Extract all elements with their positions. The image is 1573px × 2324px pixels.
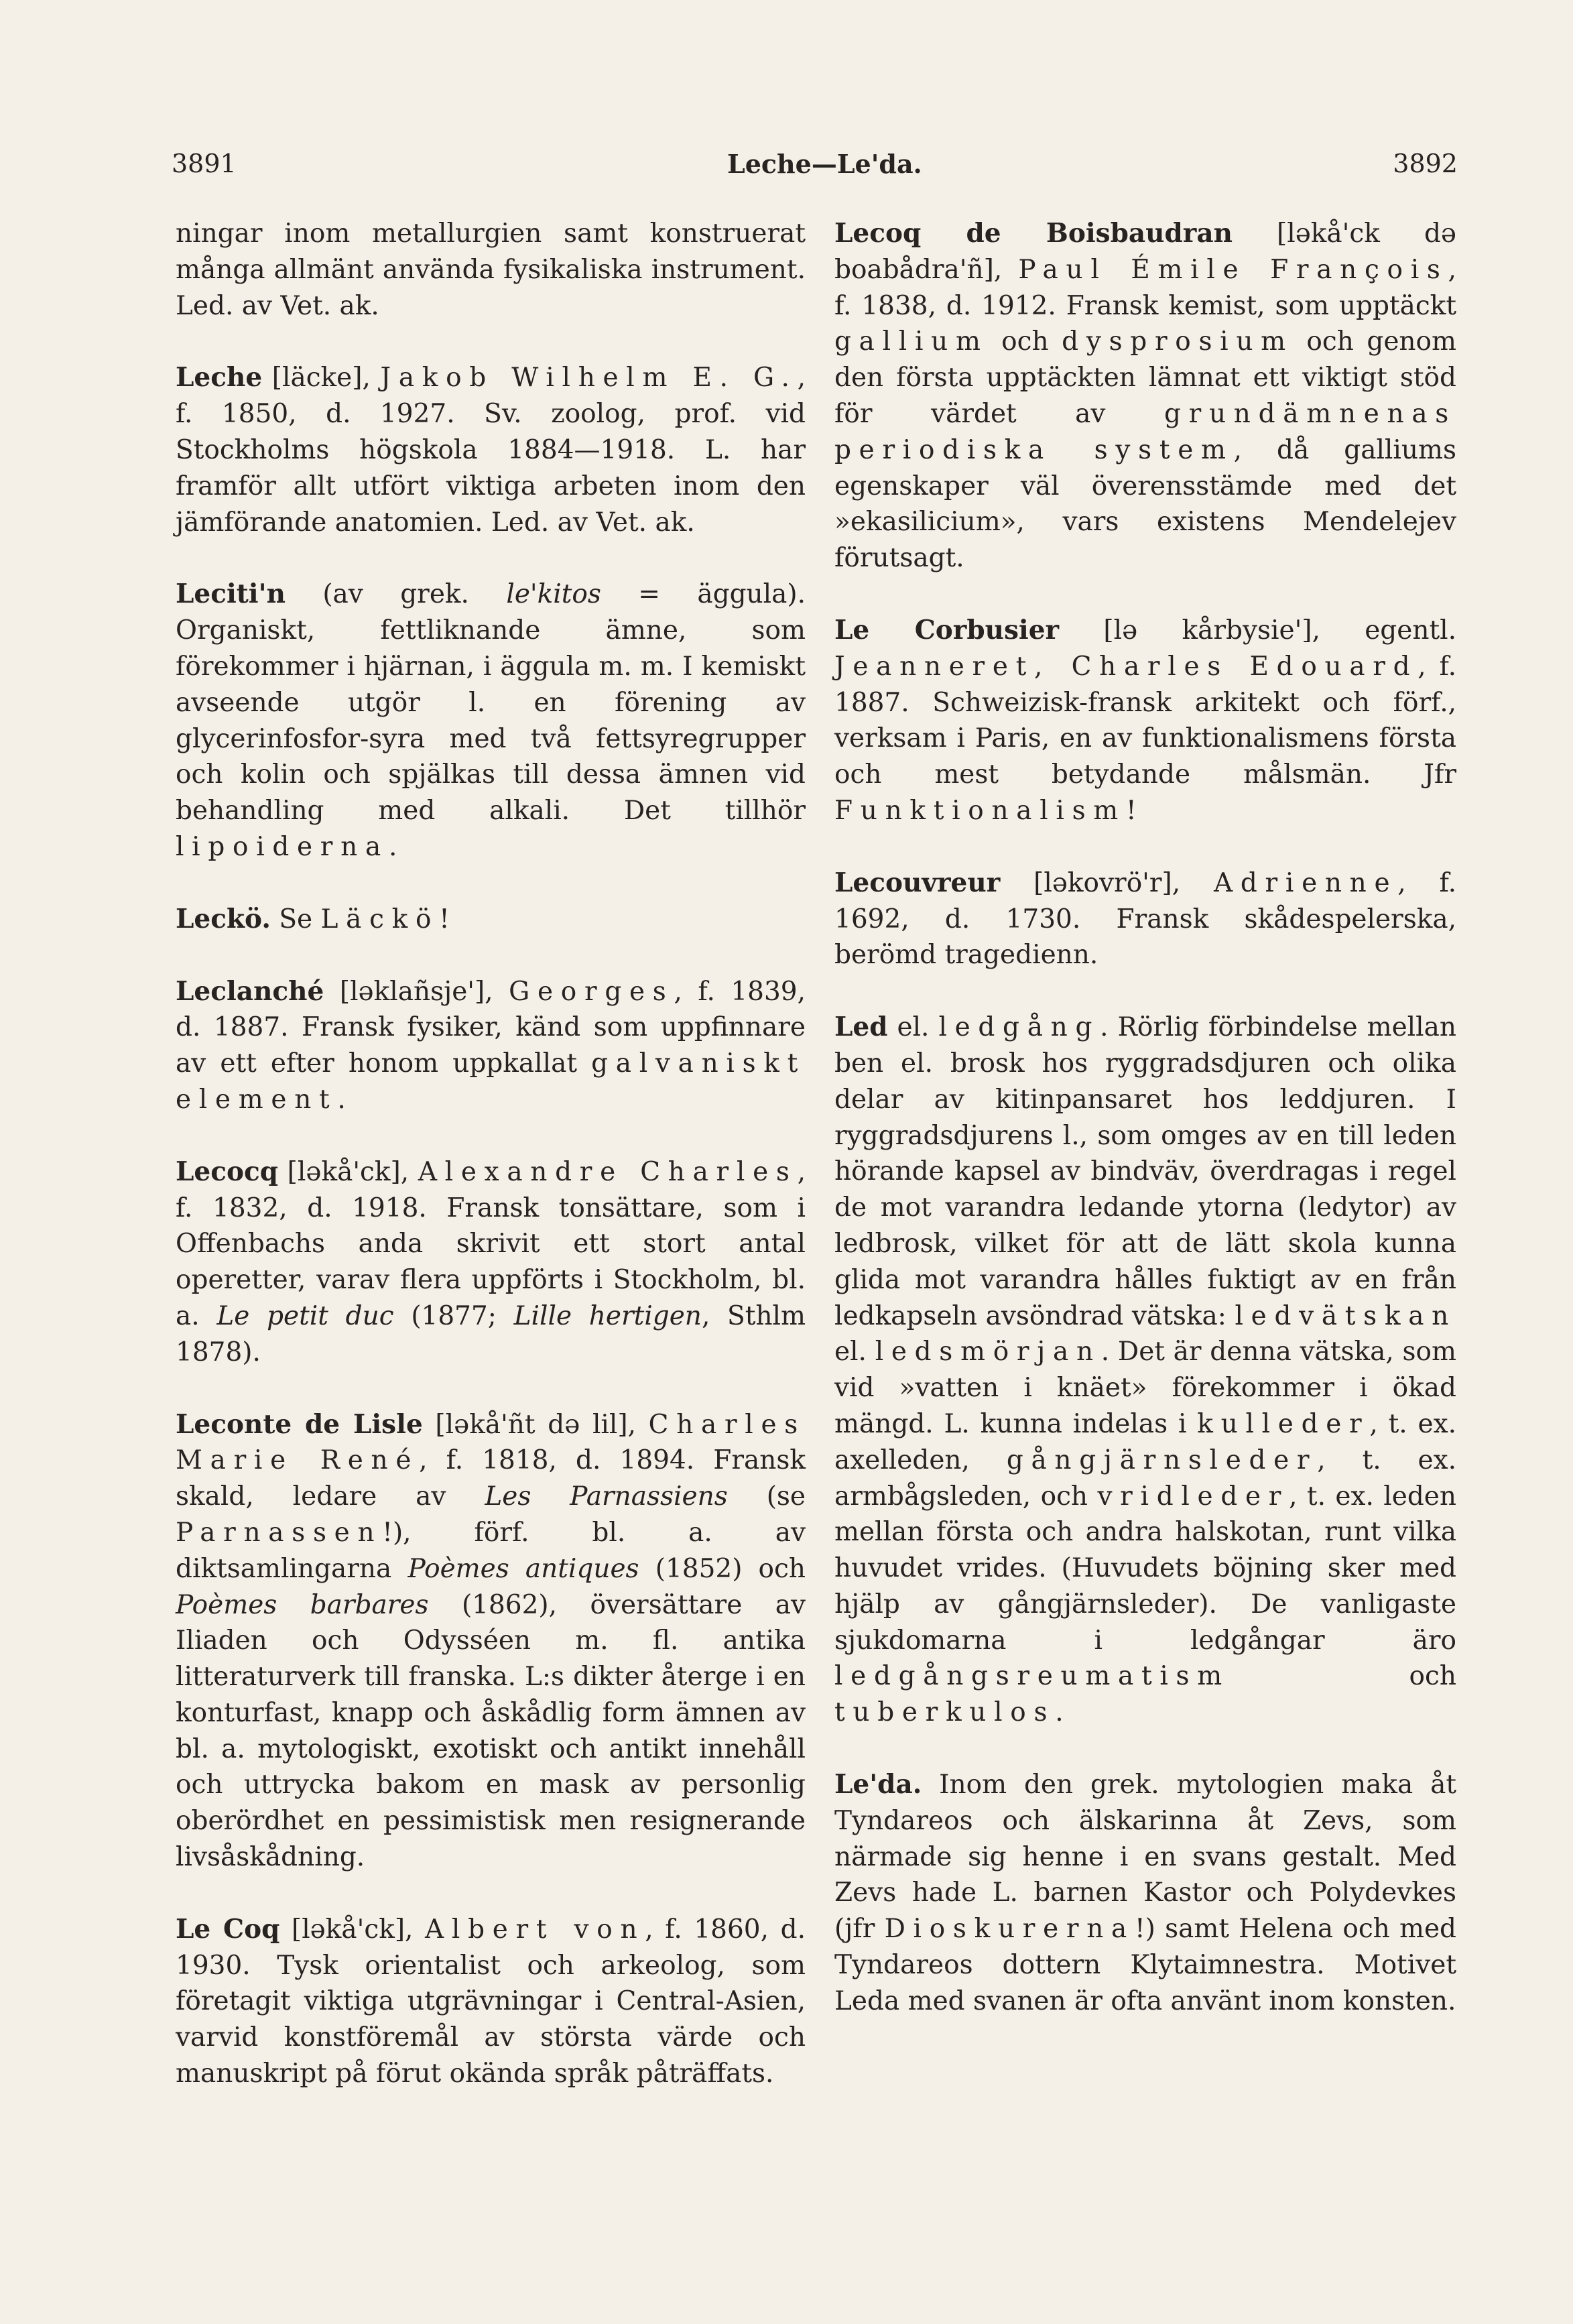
spaced-term: Jakob Wilhelm E. G. (380, 363, 798, 393)
entry-text: Inom den grek. mytologien maka åt Tyndareos och älskarinna åt Zevs, som närmade sig henne i en svans gestalt. Med Zevs hade L. barnen Kastor och Polydevkes (jfr (834, 1770, 1456, 1945)
entry-text: , t. ex. armbågsleden, och (834, 1445, 1457, 1512)
right-column (834, 216, 1456, 2056)
entry-text: (1862), översättare av Iliaden och Odysséen m. fl. antika litteraturverk till franska. L:s dikter återge i en konturfast, knapp och åskådlig form ämnen av bl. a. mytologiskt, exotiskt och antikt innehåll och uttrycka bakom en mask av personlig oberördhet en pessimistisk men resignerande livsåskådning. (176, 1589, 806, 1873)
entry-text: , Sthlm 1878). (176, 1300, 806, 1367)
spaced-term: tuberkulos (834, 1697, 1056, 1728)
spaced-term: ledgång (938, 1012, 1100, 1043)
entry-headword: Leckö. (176, 903, 271, 934)
spaced-term: Alexandre Charles (418, 1156, 798, 1187)
entry-text: , då galliums egenskaper väl överensstämde med det »ekasilicium», vars existens Mendelejev förutsagt. (834, 434, 1456, 574)
entry-text: , f. 1832, d. 1918. Fransk tonsättare, som i Offenbachs anda skrivit ett stort antal operetter, varav flera uppförts i Stockholm, bl. a. (176, 1156, 806, 1331)
article-entry (834, 865, 1456, 973)
entry-text: och (1229, 1661, 1456, 1692)
spaced-term: gallium (834, 326, 989, 357)
article-entry (176, 902, 806, 938)
entry-text: , f. 1692, d. 1730. Fransk skådespelerska, berömd tragedienn. (834, 867, 1456, 971)
entry-text: , f. 1818, d. 1894. Fransk skald, ledare av (176, 1445, 806, 1512)
article-entry (176, 576, 806, 865)
entry-headword: Lecoq de Boisbaudran (834, 218, 1233, 249)
spaced-term: Charles Marie René (176, 1409, 806, 1476)
entry-text: [läcke], (262, 363, 381, 393)
entry-text: ningar inom metallurgien samt konstruerat många allmänt använda fysikaliska instrument. Led. av Vet. ak. (176, 219, 806, 321)
italic-title: Le petit duc (216, 1300, 394, 1331)
entry-headword: Led (834, 1012, 888, 1043)
entry-text: el. (887, 1012, 939, 1043)
spaced-term: Adrienne (1214, 867, 1398, 898)
entry-text: . (1055, 1697, 1064, 1728)
article-entry (176, 1912, 806, 2092)
spaced-term: lipoiderna (176, 831, 389, 862)
italic-title: Poèmes barbares (176, 1589, 429, 1620)
entry-text: [lə kårbysie'], egentl. (1059, 615, 1457, 646)
entry-headword: Leche (176, 362, 263, 393)
spaced-term: vridleder (1097, 1481, 1289, 1512)
entry-text: (1852) och (639, 1553, 806, 1584)
entry-headword: Leclanché (176, 975, 324, 1007)
article-entry (834, 1010, 1456, 1731)
article-entry (834, 613, 1456, 829)
article-entry (176, 1154, 806, 1371)
entry-text: , f. 1839, d. 1887. Fransk fysiker, känd som uppfinnare av ett efter honom uppkallat (176, 976, 806, 1079)
entry-headword: Le'da. (834, 1769, 922, 1800)
spaced-term: gångjärnsleder (1006, 1445, 1318, 1475)
spaced-term: grundämnenas periodiska system (834, 398, 1456, 465)
entry-text: = äggula). Organiskt, fettliknande ämne, som förekommer i hjärnan, i äggula m. m. I kemiskt avseende utgör l. en förening av glycerinfosfor-syra med två fettsyregrupper och kolin och spjälkas till dessa ämnen vid behandling med alkali. Det tillhör (176, 579, 806, 827)
entry-headword: Leciti'n (176, 578, 286, 610)
page-header (0, 149, 1573, 189)
entry-text: ! (439, 904, 450, 934)
italic-title: Lille hertigen (513, 1300, 702, 1331)
entry-text: el. (834, 1337, 875, 1367)
entry-text: , t. ex. axelleden, (834, 1408, 1457, 1475)
entry-text: och (988, 326, 1062, 357)
spaced-term: dysprosium (1062, 326, 1294, 357)
italic-title: le'kitos (506, 579, 601, 610)
spaced-term: Läckö (320, 904, 440, 934)
entry-text: [ləkå'ñt də lil], (422, 1409, 649, 1440)
spaced-term: ledvätskan (1235, 1300, 1456, 1331)
entry-headword: Lecouvreur (834, 867, 1001, 898)
entry-headword: Leconte de Lisle (176, 1408, 423, 1440)
spaced-term: kulleder (1197, 1408, 1370, 1439)
entry-text: (av grek. (285, 579, 507, 610)
article-entry (176, 974, 806, 1118)
article-entry (176, 360, 806, 540)
entry-text: , t. ex. leden mellan första och andra halskotan, runt vilka huvudet vrides. (Huvudets böjning sker med hjälp av gångjärnsleder). De vanligaste sjukdomarna i ledgångar äro (834, 1481, 1456, 1656)
entry-headword: Le Corbusier (834, 614, 1060, 646)
entry-text: !), förf. bl. a. av diktsamlingarna (176, 1517, 806, 1584)
entry-text: [ləklañsje'], (324, 976, 509, 1007)
left-column (176, 216, 806, 2128)
entry-text: (se (727, 1481, 806, 1512)
article-entry (176, 216, 806, 324)
running-title: Leche—Le'da. (727, 149, 922, 179)
spaced-term: Funktionalism (834, 795, 1126, 826)
entry-text: [ləkå'ck], (279, 1914, 426, 1945)
entry-headword: Le Coq (176, 1913, 280, 1945)
spaced-term: Jeanneret, Charles Edouard (834, 651, 1418, 682)
article-entry (176, 1407, 806, 1876)
entry-text: . Rörlig förbindelse mellan ben el. brosk hos ryggradsdjuren och olika delar av kitinpansaret hos leddjuren. I ryggradsdjurens l., som omges av en till leden hörande kapsel av bindväv, överdragas i regel de mot varandra ledande ytorna (ledytor) av ledbrosk, vilket för att de lätt skola kunna glida mot varandra hålles fuktigt av en från ledkapseln avsöndrad vätska: (834, 1012, 1456, 1331)
entry-headword: Lecocq (176, 1156, 279, 1187)
page-number-right: 3892 (1393, 149, 1458, 178)
spaced-term: Paul Émile François (1018, 254, 1448, 285)
entry-text: , f. 1838, d. 1912. Fransk kemist, som upptäckt (834, 254, 1456, 321)
spaced-term: galvaniskt element (176, 1048, 806, 1115)
spaced-term: Dioskurerna (884, 1914, 1135, 1945)
entry-text: Se (270, 904, 321, 934)
entry-text: ! (1125, 795, 1137, 826)
entry-text: och genom den första upptäckten lämnat ett viktigt stöd för värdet av (834, 326, 1457, 429)
italic-title: Poèmes antiques (407, 1553, 639, 1584)
article-entry (834, 216, 1456, 576)
entry-text: . (337, 1084, 346, 1115)
entry-text: , f. 1850, d. 1927. Sv. zoolog, prof. vid Stockholms högskola 1884—1918. L. har framför allt utfört viktiga arbeten inom den jämförande anatomien. Led. av Vet. ak. (176, 363, 806, 538)
entry-text: . (388, 831, 397, 862)
entry-text: (1877; (393, 1300, 514, 1331)
spaced-term: ledsmörjan (875, 1337, 1101, 1367)
entry-text: !) samt Helena och med Tyndareos dottern Klytaimnestra. Motivet Leda med svanen är ofta använt inom konsten. (834, 1914, 1456, 2016)
italic-title: Les Parnassiens (485, 1481, 728, 1512)
entry-text: [ləkå'ck], (278, 1156, 418, 1187)
entry-text: , f. 1860, d. 1930. Tysk orientalist och arkeolog, som företagit viktiga utgrävningar i Central-Asien, varvid konstföremål av största värde och manuskript på förut okända språk påträffats. (176, 1914, 806, 2089)
article-entry (834, 1767, 1456, 2020)
entry-text: [ləkå'ck də boabådra'ñ], (834, 219, 1456, 285)
entry-text: , f. 1887. Schweizisk-fransk arkitekt och förf., verksam i Paris, en av funktionalismens första och mest betydande målsmän. Jfr (834, 651, 1456, 790)
entry-text: . Det är denna vätska, som vid »vatten i knäet» förekommer i ökad mängd. L. kunna indelas i (834, 1337, 1456, 1439)
page-number-left: 3891 (172, 149, 237, 178)
spaced-term: Albert von (425, 1914, 645, 1945)
entry-text: [ləkovrö'r], (1000, 867, 1214, 898)
spaced-term: Parnassen (176, 1517, 383, 1548)
spaced-term: ledgångsreumatism (834, 1661, 1230, 1692)
spaced-term: Georges (509, 976, 674, 1007)
